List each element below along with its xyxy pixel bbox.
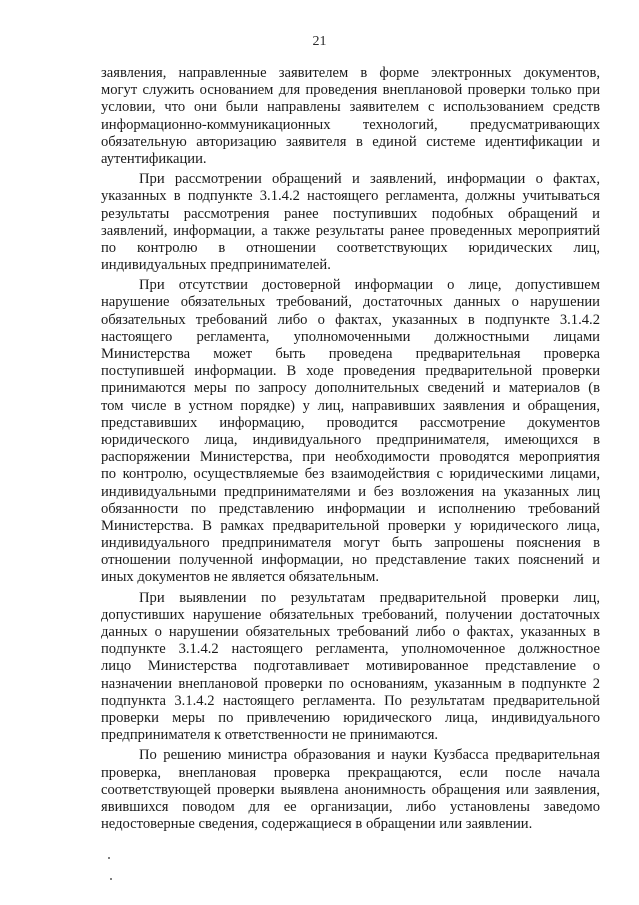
paragraph-line: аутентификации. [101,150,207,167]
paragraph-line: поступившей информации. В ходе проведения предварительной проверки [101,363,600,380]
paragraph-line: индивидуальными предпринимателями и без возложения на указанных лиц [101,483,600,500]
paragraph-line: обязанности по представлению информации и исполнению требований [101,500,600,517]
paragraph-line: иных документов не является обязательным. [101,569,380,586]
paragraph-line: заявления, направленные заявителем в форме электронных документов, [101,65,600,81]
paragraph-line: данных о нарушении обязательных требований либо о фактах, указанных в [101,624,600,640]
paragraph-line: принимаются меры по запросу дополнительных сведений и материалов (в [101,380,600,397]
paragraph [101,747,600,833]
paragraph-line: по контролю, осуществляемые без взаимодействия с юридическими лицами, [101,466,600,483]
paragraph-line: допустивших нарушение обязательных требований, получении достаточных [101,606,600,623]
paragraph-line: Министерства. В рамках предварительной проверки у юридического лица, [101,517,600,534]
paragraph-line: юридического лица, индивидуального предпринимателя, имеющихся в [101,431,600,448]
paragraph-line: информационно-коммуникационных технологий, предусматривающих [101,116,600,133]
paragraph-line: По решению министра образования и науки Кузбасса предварительная [139,747,600,764]
paragraph-line: подпункте 3.1.4.2 настоящего регламента, уполномоченное должностное [101,641,600,658]
paragraph-line: представивших информацию, проводится рассмотрение документов [101,414,600,431]
paragraph [101,171,600,274]
paragraph [101,65,600,168]
paragraph [101,590,600,745]
paragraph-line: явившихся поводом для ее организации, либо установлены заведомо [101,798,600,815]
paragraph-line: настоящего регламента, уполномоченными должностными лицами [101,328,600,345]
document-body [101,65,600,833]
paragraph-line: отношении полученной информации, но представление таких пояснений и [101,552,600,569]
paragraph-line: При выявлении по результатам предварительной проверки лиц, [139,589,600,606]
paragraph-line: При отсутствии достоверной информации о лице, допустившем [139,277,600,294]
paragraph-line: указанных в подпункте 3.1.4.2 настоящего регламента, должны учитываться [101,188,600,205]
paragraph-line: заявлений, информации, а также результаты ранее проведенных мероприятий [101,222,600,239]
paragraph-line: индивидуальных предпринимателей. [101,257,331,274]
paragraph-line: недостоверные сведения, содержащиеся в обращении или заявлении. [101,816,533,833]
paragraph-line: по контролю в отношении соответствующих юридических лиц, [101,239,600,256]
paragraph-line: предпринимателя к ответственности не принимаются. [101,727,439,744]
paragraph-line: том числе в устном порядке) у лиц, направивших заявления и обращения, [101,397,600,414]
paragraph-line: соответствующей проверки выявлена анонимность обращения или заявления, [101,781,600,798]
paragraph-line: лицо Министерства подготавливает мотивированное представление о [101,658,600,675]
paragraph-line: назначении внеплановой проверки по основаниям, указанным в подпункте 2 [101,675,600,692]
paragraph-line: условии, что они были направлены заявителем с использованием средств [101,99,600,116]
paragraph-line: проверка, внеплановая проверка прекращаются, если после начала [101,764,600,781]
paragraph-line: распоряжении Министерства, при необходимости проводятся мероприятия [101,449,600,466]
page-number: 21 [312,34,327,49]
scan-artifact [108,857,110,859]
paragraph-line: Министерства может быть проведена предварительная проверка [101,346,600,362]
paragraph-line: проверки меры по привлечению юридического лица, индивидуального [101,709,600,726]
paragraph-line: нарушение обязательных требований, достаточных данных о нарушении [101,294,600,311]
paragraph-line: При рассмотрении обращений и заявлений, информации о фактах, [139,171,600,188]
paragraph-line: обязательную авторизацию заявителя в единой системе идентификации и [101,133,600,150]
paragraph-line: могут служить основанием для проведения внеплановой проверки только при [101,82,600,99]
paragraph-line: подпункта 3.1.4.2 настоящего регламента. По результатам предварительной [101,692,600,709]
paragraph-line: результаты рассмотрения ранее поступивших подобных обращений и [101,205,600,222]
paragraph-line: обязательных требований либо о фактах, указанных в подпункте 3.1.4.2 [101,311,600,328]
paragraph [101,277,600,586]
scan-artifact [110,878,112,880]
paragraph-line: индивидуального предпринимателя могут быть запрошены пояснения в [101,535,600,552]
